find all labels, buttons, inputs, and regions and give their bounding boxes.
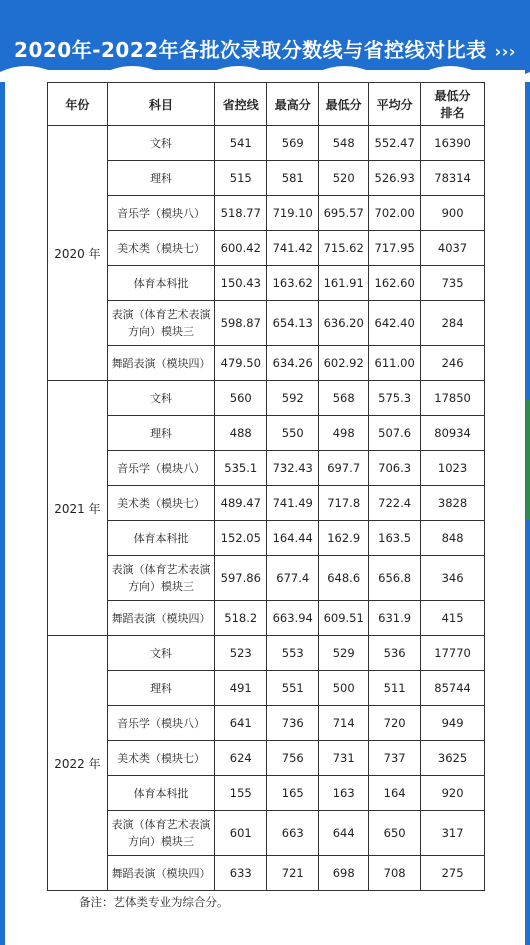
cell-min-score: 162.9: [319, 521, 369, 556]
cell-avg-score: 163.5: [369, 521, 421, 556]
cell-subject: 舞蹈表演（模块四）: [107, 346, 214, 381]
cell-max-score: 634.26: [267, 346, 319, 381]
cell-min-score: 498: [319, 416, 369, 451]
cell-subject: 表演（体育艺术表演方向）模块三: [107, 556, 214, 601]
cell-min-score: 520: [319, 161, 369, 196]
table-row: [48, 346, 485, 381]
cell-min-rank: 1023: [421, 451, 485, 486]
footnote: 备注：艺体类专业为综合分。: [79, 895, 229, 909]
cell-subject: 文科: [107, 636, 214, 671]
cell-control-line: 633: [215, 856, 267, 891]
cell-min-rank: 246: [421, 346, 485, 381]
cell-subject: 舞蹈表演（模块四）: [107, 601, 214, 636]
table-row: [48, 126, 485, 161]
table-row: [48, 416, 485, 451]
cell-min-rank: 346: [421, 556, 485, 601]
header-min-rank: [421, 83, 485, 126]
cell-year: 2020 年: [48, 126, 108, 381]
header-min-rank-line2: 排名: [440, 106, 465, 120]
cell-min-score: 636.20: [319, 301, 369, 346]
cell-min-score: 529: [319, 636, 369, 671]
cell-subject: 理科: [107, 416, 214, 451]
triple-chevron-right-icon: ›››: [494, 42, 516, 61]
cell-subject: 美术类（模块七）: [107, 741, 214, 776]
cell-max-score: 164.44: [267, 521, 319, 556]
cell-control-line: 600.42: [215, 231, 267, 266]
table-row: [48, 706, 485, 741]
cell-subject: 体育本科批: [107, 521, 214, 556]
cell-min-score: 161.91: [319, 266, 369, 301]
cell-control-line: 488: [215, 416, 267, 451]
cell-control-line: 515: [215, 161, 267, 196]
cell-subject: 音乐学（模块八）: [107, 706, 214, 741]
table-row: [48, 266, 485, 301]
table-row: [48, 601, 485, 636]
cell-subject: 文科: [107, 126, 214, 161]
header-control-line: 省控线: [215, 83, 267, 126]
cell-min-score: 602.92: [319, 346, 369, 381]
cell-subject: 体育本科批: [107, 266, 214, 301]
cell-min-rank: 17850: [421, 381, 485, 416]
cell-control-line: 598.87: [215, 301, 267, 346]
cell-control-line: 518.77: [215, 196, 267, 231]
cell-min-score: 644: [319, 811, 369, 856]
cell-subject: 音乐学（模块八）: [107, 196, 214, 231]
cell-max-score: 553: [267, 636, 319, 671]
cell-subject: 美术类（模块七）: [107, 486, 214, 521]
cell-avg-score: 575.3: [369, 381, 421, 416]
cell-min-rank: 80934: [421, 416, 485, 451]
cell-min-score: 715.62: [319, 231, 369, 266]
cell-avg-score: 511: [369, 671, 421, 706]
header-max-score: 最高分: [267, 83, 319, 126]
cell-subject: 理科: [107, 161, 214, 196]
header-avg-score: 平均分: [369, 83, 421, 126]
cell-max-score: 163.62: [267, 266, 319, 301]
table-row: [48, 811, 485, 856]
content-card: [5, 70, 525, 945]
header-subject: 科目: [107, 83, 214, 126]
cell-control-line: 535.1: [215, 451, 267, 486]
cell-min-score: 714: [319, 706, 369, 741]
cell-min-score: 695.57: [319, 196, 369, 231]
cell-max-score: 719.10: [267, 196, 319, 231]
table-row: [48, 856, 485, 891]
score-table: [47, 82, 485, 891]
cell-min-score: 568: [319, 381, 369, 416]
cell-control-line: 155: [215, 776, 267, 811]
cell-control-line: 150.43: [215, 266, 267, 301]
cell-min-rank: 848: [421, 521, 485, 556]
table-row: [48, 486, 485, 521]
cell-subject: 文科: [107, 381, 214, 416]
cell-subject: 表演（体育艺术表演方向）模块三: [107, 811, 214, 856]
table-row: [48, 556, 485, 601]
cell-min-rank: 415: [421, 601, 485, 636]
table-row: [48, 521, 485, 556]
cell-control-line: 597.86: [215, 556, 267, 601]
cell-control-line: 601: [215, 811, 267, 856]
cell-avg-score: 164: [369, 776, 421, 811]
table-row: [48, 741, 485, 776]
cell-max-score: 732.43: [267, 451, 319, 486]
cell-max-score: 551: [267, 671, 319, 706]
table-row: [48, 196, 485, 231]
side-decoration: [525, 400, 530, 520]
table-header-row: [48, 83, 485, 126]
cell-min-score: 697.7: [319, 451, 369, 486]
cell-avg-score: 507.6: [369, 416, 421, 451]
cell-avg-score: 720: [369, 706, 421, 741]
cell-avg-score: 717.95: [369, 231, 421, 266]
cell-avg-score: 708: [369, 856, 421, 891]
cell-year: 2022 年: [48, 636, 108, 891]
cell-min-score: 163: [319, 776, 369, 811]
cell-max-score: 736: [267, 706, 319, 741]
cell-control-line: 491: [215, 671, 267, 706]
table-body: [48, 126, 485, 891]
cell-avg-score: 702.00: [369, 196, 421, 231]
cell-subject: 理科: [107, 671, 214, 706]
cell-min-score: 698: [319, 856, 369, 891]
cell-min-rank: 16390: [421, 126, 485, 161]
cell-control-line: 523: [215, 636, 267, 671]
cell-avg-score: 526.93: [369, 161, 421, 196]
cell-min-score: 500: [319, 671, 369, 706]
cell-avg-score: 722.4: [369, 486, 421, 521]
cell-avg-score: 536: [369, 636, 421, 671]
cell-subject: 音乐学（模块八）: [107, 451, 214, 486]
cell-max-score: 663.94: [267, 601, 319, 636]
cell-avg-score: 552.47: [369, 126, 421, 161]
cell-control-line: 624: [215, 741, 267, 776]
cell-max-score: 165: [267, 776, 319, 811]
cell-max-score: 550: [267, 416, 319, 451]
header-year: 年份: [48, 83, 108, 126]
cell-min-rank: 3828: [421, 486, 485, 521]
cell-min-rank: 4037: [421, 231, 485, 266]
cell-max-score: 677.4: [267, 556, 319, 601]
table-row: [48, 451, 485, 486]
cell-control-line: 152.05: [215, 521, 267, 556]
cell-min-score: 548: [319, 126, 369, 161]
table-row: [48, 161, 485, 196]
cell-min-score: 717.8: [319, 486, 369, 521]
cell-min-rank: 3625: [421, 741, 485, 776]
table-row: [48, 301, 485, 346]
table-row: [48, 231, 485, 266]
cell-max-score: 654.13: [267, 301, 319, 346]
cell-max-score: 721: [267, 856, 319, 891]
header-min-rank-line1: 最低分: [434, 89, 471, 103]
cell-min-score: 609.51: [319, 601, 369, 636]
cell-min-rank: 317: [421, 811, 485, 856]
cell-max-score: 581: [267, 161, 319, 196]
cell-min-rank: 17770: [421, 636, 485, 671]
cell-year: 2021 年: [48, 381, 108, 636]
cell-min-rank: 735: [421, 266, 485, 301]
cell-max-score: 569: [267, 126, 319, 161]
cell-avg-score: 737: [369, 741, 421, 776]
cell-avg-score: 650: [369, 811, 421, 856]
cell-min-rank: 920: [421, 776, 485, 811]
cell-max-score: 741.49: [267, 486, 319, 521]
cell-subject: 体育本科批: [107, 776, 214, 811]
cell-min-rank: 275: [421, 856, 485, 891]
cell-avg-score: 611.00: [369, 346, 421, 381]
cell-control-line: 489.47: [215, 486, 267, 521]
cell-control-line: 479.50: [215, 346, 267, 381]
table-row: [48, 776, 485, 811]
cell-min-rank: 949: [421, 706, 485, 741]
page-title-text: 2020年-2022年各批次录取分数线与省控线对比表: [14, 38, 487, 62]
cell-control-line: 541: [215, 126, 267, 161]
cell-subject: 美术类（模块七）: [107, 231, 214, 266]
cell-control-line: 560: [215, 381, 267, 416]
cell-avg-score: 162.60: [369, 266, 421, 301]
cell-max-score: 592: [267, 381, 319, 416]
cell-min-rank: 284: [421, 301, 485, 346]
table-row: [48, 381, 485, 416]
cell-subject: 表演（体育艺术表演方向）模块三: [107, 301, 214, 346]
cell-avg-score: 656.8: [369, 556, 421, 601]
cell-max-score: 663: [267, 811, 319, 856]
cell-avg-score: 642.40: [369, 301, 421, 346]
cell-min-rank: 78314: [421, 161, 485, 196]
cell-subject: 舞蹈表演（模块四）: [107, 856, 214, 891]
cell-min-rank: 900: [421, 196, 485, 231]
cell-min-rank: 85744: [421, 671, 485, 706]
cell-control-line: 518.2: [215, 601, 267, 636]
header-min-score: 最低分: [319, 83, 369, 126]
cell-control-line: 641: [215, 706, 267, 741]
cell-min-score: 648.6: [319, 556, 369, 601]
cell-max-score: 741.42: [267, 231, 319, 266]
table-row: [48, 636, 485, 671]
table-row: [48, 671, 485, 706]
cell-avg-score: 631.9: [369, 601, 421, 636]
cell-max-score: 756: [267, 741, 319, 776]
cell-min-score: 731: [319, 741, 369, 776]
cell-avg-score: 706.3: [369, 451, 421, 486]
